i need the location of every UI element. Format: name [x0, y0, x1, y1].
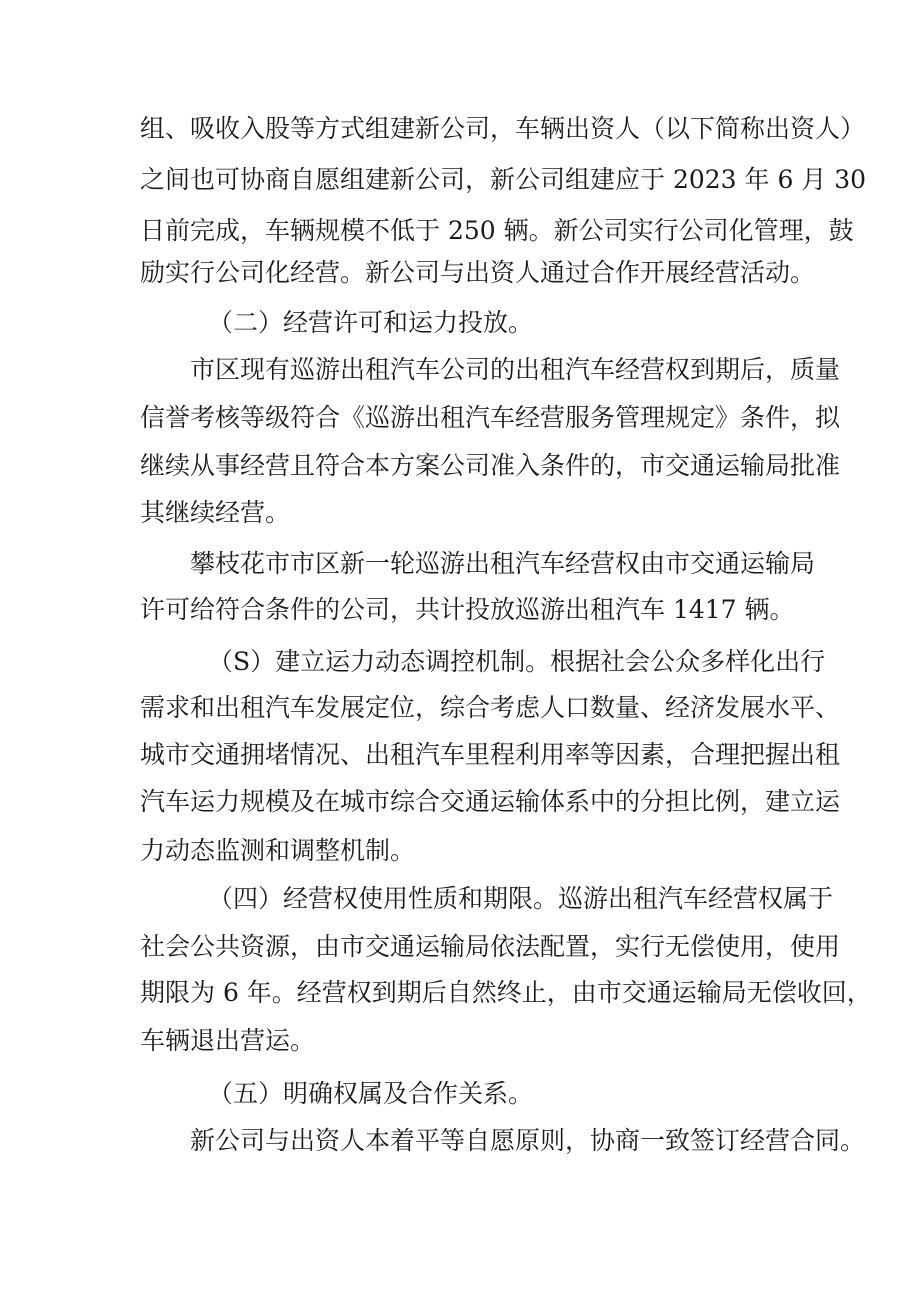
section-heading: （四）经营权使用性质和期限。巡游出租汽车经营权属于 [208, 884, 834, 913]
text-line: 攀枝花市市区新一轮巡游出租汽车经营权由市交通运输局 [190, 549, 816, 578]
section-heading: （二）经营许可和运力投放。 [208, 308, 534, 337]
text-line: 信誉考核等级符合《巡游出租汽车经营服务管理规定》条件，拟 [140, 403, 841, 432]
text-line: 期限为 6 年。经营权到期后自然终止，由市交通运输局无偿收回， [140, 978, 872, 1007]
text-line: 车辆退出营运。 [140, 1026, 316, 1055]
section-heading: （五）明确权属及合作关系。 [208, 1079, 534, 1108]
text-line: 需求和出租汽车发展定位，综合考虑人口数量、经济发展水平、 [140, 693, 841, 722]
text-line: 汽车运力规模及在城市综合交通运输体系中的分担比例，建立运 [140, 787, 841, 816]
text-line: 力动态监测和调整机制。 [140, 836, 416, 865]
text-line: 新公司与出资人本着平等自愿原则，协商一致签订经营合同。 [190, 1126, 866, 1155]
text-line: 继续从事经营且符合本方案公司准入条件的，市交通运输局批准 [140, 451, 841, 480]
text-line: 日前完成，车辆规模不低于 250 辆。新公司实行公司化管理，鼓 [140, 216, 854, 245]
text-line: 市区现有巡游出租汽车公司的出租汽车经营权到期后，质量 [190, 355, 841, 384]
text-line: 其继续经营。 [140, 498, 291, 527]
text-line: 社会公共资源，由市交通运输局依法配置，实行无偿使用，使用 [140, 932, 841, 961]
text-line: 之间也可协商自愿组建新公司，新公司组建应于 2023 年 6 月 30 [140, 165, 867, 194]
text-line: 励实行公司化经营。新公司与出资人通过合作开展经营活动。 [140, 258, 816, 287]
section-heading: （S）建立运力动态调控机制。根据社会公众多样化出行 [208, 647, 826, 676]
text-line: 城市交通拥堵情况、出租汽车里程利用率等因素，合理把握出租 [140, 740, 841, 769]
text-line: 组、吸收入股等方式组建新公司，车辆出资人（以下简称出资人） [140, 114, 866, 143]
text-line: 许可给符合条件的公司，共计投放巡游出租汽车 1417 辆。 [140, 595, 795, 624]
